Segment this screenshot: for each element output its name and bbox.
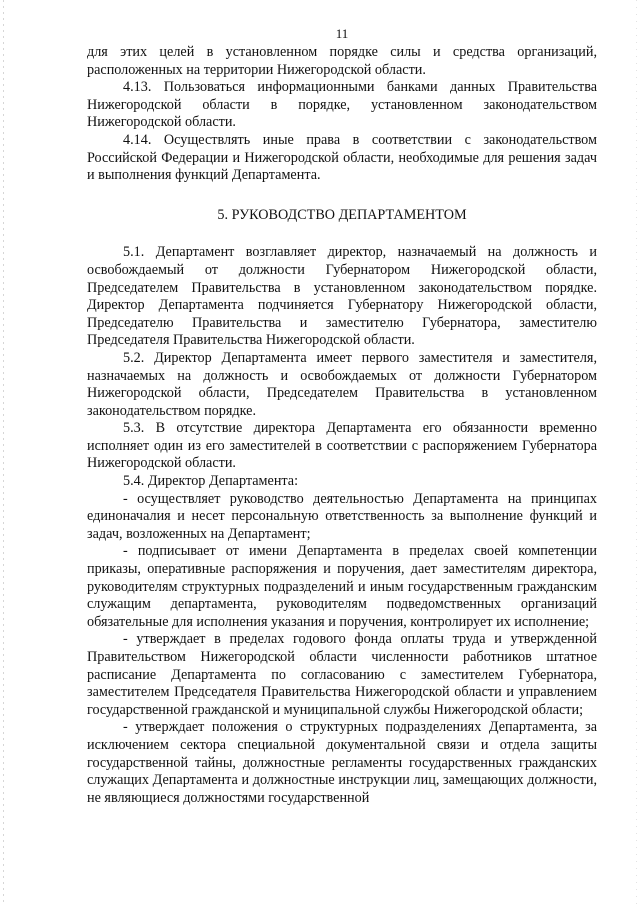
scan-edge-right bbox=[636, 0, 637, 905]
list-item-regulations: - утверждает положения о структурных подразделениях Департамента, за исключением сектора специальной документальной связи и отдела защиты государственной тайны, должностные регламенты государственных гражданских служащих Департамента и должностные инструкции лиц, замещающих должности, не являющиеся должностями государственной bbox=[87, 719, 597, 806]
page-number: 11 bbox=[335, 26, 349, 41]
paragraph-5-4: 5.4. Директор Департамента: bbox=[123, 473, 299, 490]
paragraph-5-2: 5.2. Директор Департамента имеет первого заместителя и заместителя, назначаемых на должность и освобождаемых от должности Губернатором Нижегородской области, Председателем Правительства в установленном законодательством порядке. bbox=[87, 349, 597, 419]
list-item-management: - осуществляет руководство деятельностью Департамента на принципах единоначалия и несет персональную ответственность за выполнение функций и задач, возложенных на Департамент; bbox=[87, 490, 597, 542]
paragraph-continuation: для этих целей в установленном порядке силы и средства организаций, расположенных на территории Нижегородской области. bbox=[87, 44, 597, 78]
document-body bbox=[87, 44, 597, 807]
paragraph-5-3: 5.3. В отсутствие директора Департамента его обязанности временно исполняет один из его заместителей в соответствии с распоряжением Губернатора Нижегородской области. bbox=[87, 420, 597, 472]
section-heading: 5. РУКОВОДСТВО ДЕПАРТАМЕНТОМ bbox=[217, 206, 467, 223]
paragraph-5-1: 5.1. Департамент возглавляет директор, назначаемый на должность и освобождаемый от должности Губернатором Нижегородской области, Председателем Правительства в установленном законодательством порядке. Директор Департамента подчиняется Губернатору Нижегородской области, Председателю Правительства и заместителю Губернатора, заместителю Председателя Правительства Нижегородской области. bbox=[87, 244, 597, 349]
scan-edge-left bbox=[3, 0, 4, 905]
list-item-signing: - подписывает от имени Департамента в пределах своей компетенции приказы, оперативные распоряжения и поручения, дает заместителям директора, руководителям структурных подразделений и иным государственным гражданским служащим департамента, руководителям подведомственных организаций обязательные для исполнения указания и поручения, контролирует их исполнение; bbox=[87, 543, 597, 630]
document-page bbox=[87, 0, 597, 905]
paragraph-4-14: 4.14. Осуществлять иные права в соответствии с законодательством Российской Федерации и Нижегородской области, необходимые для решения задач и выполнения функций Департамента. bbox=[87, 131, 597, 184]
list-item-staffing: - утверждает в пределах годового фонда оплаты труда и утвержденной Правительством Нижегородской области численности работников штатное расписание Департамента по согласованию с заместителем Губернатора, заместителем Председателя Правительства Нижегородской области и управлением государственной гражданской и муниципальной службы Нижегородской области; bbox=[87, 631, 597, 718]
paragraph-4-13: 4.13. Пользоваться информационными банками данных Правительства Нижегородской области в порядке, установленном законодательством Нижегородской области. bbox=[87, 79, 597, 131]
